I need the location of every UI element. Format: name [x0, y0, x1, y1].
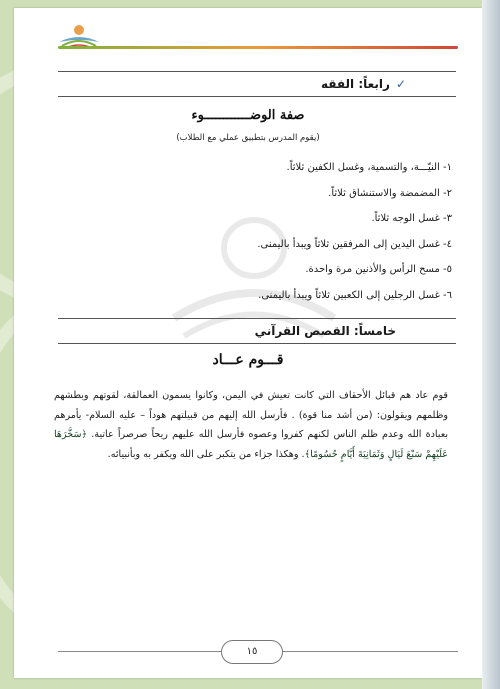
- list-item: ٥- مسح الرأس والأذنين مرة واحدة.: [305, 264, 452, 275]
- wudu-heading: صفة الوضــــــــــــوء: [191, 108, 305, 123]
- list-item: ٦- غسل الرجلين إلى الكعبين ثلاثاً ويبدأ باليمنى.: [258, 289, 452, 301]
- aad-paragraph: [54, 386, 448, 464]
- list-item: ١- النيّـــة، والتسمية، وغسل الكفين ثلاثاً.: [286, 162, 452, 173]
- paragraph-text: . وهكذا جزاء من يتكبر على الله ويكفر به وبأنبيائه.: [107, 448, 305, 460]
- teacher-note: (يقوم المدرس بتطبيق عملي مع الطلاب): [176, 133, 320, 143]
- page-edge: [482, 0, 500, 689]
- paragraph-text: قوم عاد هم قبائل الأحقاف التي كانت تعيش في اليمن، وكانوا يسمون العمالقة، لقوتهم وبطشهم وظلمهم ويقولون: (من أشد منا قوة) . فأرسل الله إليهم من قبيلتهم هوداً – عليه السلام- يأمرهم بعبادة الله وعدم ظلم الناس لكنهم كفروا وعصوه فأرسل الله عليهم ريحاً صرصراً عاتية.: [54, 390, 448, 440]
- aad-heading: قـــوم عـــاد: [212, 352, 284, 368]
- page-number: ١٥: [221, 640, 283, 664]
- check-icon: ✓: [395, 77, 406, 91]
- document-page: [14, 8, 482, 678]
- section-title: رابعاً: الفقه: [320, 77, 390, 91]
- quran-verse: ﴿سَخَّرَهَا عَلَيْهِمْ سَبْعَ لَيَالٍ وَثَمَانِيَةَ أَيَّامٍ حُسُومًا﴾: [54, 429, 448, 460]
- list-item: ٣- غسل الوجه ثلاثاً.: [371, 213, 452, 224]
- header-rule: [58, 46, 458, 49]
- section-title: خامساً: القصص القرآني: [254, 324, 396, 338]
- wudu-steps-list: [52, 158, 452, 311]
- section-header-stories: [58, 318, 456, 344]
- list-item: ٢- المضمضة والاستنشاق ثلاثاً.: [328, 187, 452, 199]
- section-header-fiqh: [58, 71, 456, 97]
- list-item: ٤- غسل اليدين إلى المرفقين ثلاثاً ويبدأ باليمنى.: [257, 238, 452, 250]
